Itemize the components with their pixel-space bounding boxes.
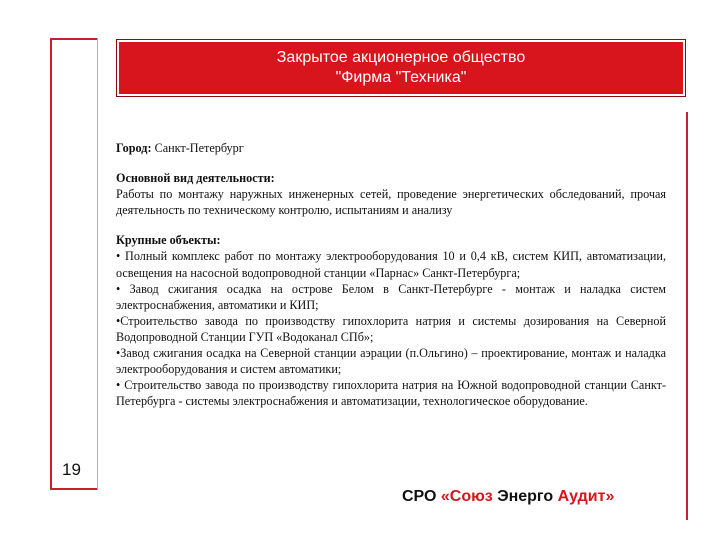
- city-label: Город:: [116, 141, 152, 155]
- project-item: • Строительство завода по производству гипохлорита натрия на Южной водопроводной станции Санкт-Петербурга - системы электроснабжения и автоматизации, технологическое оборудование.: [116, 378, 666, 409]
- company-name: "Фирма "Техника": [335, 69, 467, 86]
- left-divider: [97, 38, 98, 490]
- footer-prefix: СРО: [402, 488, 441, 505]
- projects-label: Крупные объекты:: [116, 233, 221, 248]
- project-item: • Полный комплекс работ по монтажу электрооборудования 10 и 0,4 кВ, систем КИП, автоматизации, освещения на насосной водопроводной станции «Парнас» Санкт-Петербурга;: [116, 249, 666, 280]
- activity-text: Работы по монтажу наружных инженерных сетей, проведение энергетических обследований, прочая деятельность по техническому контролю, испытаниям и анализу: [116, 187, 666, 218]
- frame-right-line: [686, 112, 688, 520]
- city-section: [116, 140, 666, 156]
- frame-top-left-line: [50, 38, 98, 40]
- footer-suffix: Аудит»: [557, 488, 615, 505]
- project-item: • Завод сжигания осадка на острове Белом в Санкт-Петербурге - монтаж и наладка систем электроснабжения, автоматики и КИП;: [116, 281, 666, 312]
- footer-brand: [402, 488, 614, 506]
- frame-bottom-left-line: [50, 488, 98, 490]
- city-value: Санкт-Петербург: [151, 141, 244, 155]
- project-item: •Завод сжигания осадка на Северной станции аэрации (п.Ольгино) – проектирование, монтаж и наладка электрооборудования и систем автоматики;: [116, 346, 666, 377]
- page-number: 19: [62, 460, 81, 479]
- projects-section: [116, 232, 666, 409]
- frame-left-line: [50, 38, 52, 490]
- title-banner: [117, 40, 685, 96]
- project-item: •Строительство завода по производству гипохлорита натрия и системы дозирования на Северной Водопроводной Станции ГУП «Водоканал СПб»;: [116, 313, 666, 344]
- company-type: Закрытое акционерное общество: [276, 49, 526, 66]
- footer-brand-name: «Союз: [440, 488, 493, 505]
- company-info: [116, 140, 666, 423]
- activity-label: Основной вид деятельности:: [116, 171, 275, 186]
- activity-section: [116, 170, 666, 218]
- footer-middle: Энерго: [492, 488, 558, 505]
